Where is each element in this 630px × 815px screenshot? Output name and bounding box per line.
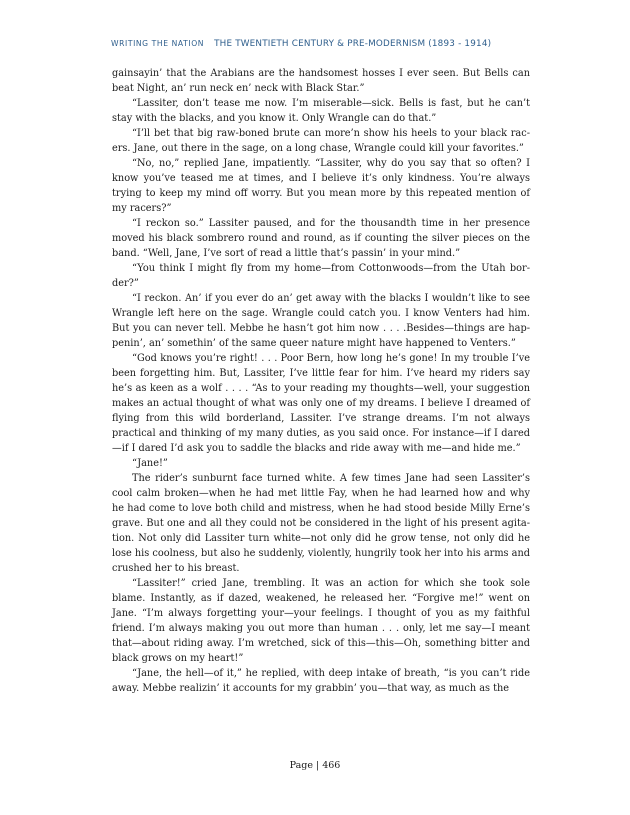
paragraph: “Lassiter!” cried Jane, trembling. It was an action for which she took sole blame. Instantly, as if dazed, weakened, he released her. “Forgive me!” went on Jane. “I’m always forgetting your—your feelings. I thought of you as my faithful friend. I’m always making you out more than human . . . only, let me say—I meant that—about riding away. I’m wretched, sick of this—this—Oh, something bitter and black grows on my heart!” — [112, 578, 530, 664]
paragraph: “Lassiter, don’t tease me now. I’m miserable—sick. Bells is fast, but he can’t stay with the blacks, and you know it. Only Wrangle can do that.” — [112, 98, 530, 124]
paragraph: “I reckon so.” Lassiter paused, and for the thousandth time in her presence moved his black sombrero round and round, as if counting the silver pieces on the band. “Well, Jane, I’ve sort of read a little that’s passin’ in your mind.” — [112, 218, 530, 259]
paragraph: “No, no,” replied Jane, impatiently. “Lassiter, why do you say that so often? I know you’ve teased me at times, and I believe it’s only kindness. You’re always trying to keep my mind off worry. But you mean more by this repeated mention of my racers?” — [112, 158, 530, 214]
header-section: WRITING THE NATION — [111, 39, 205, 48]
paragraph: The rider’s sunburnt face turned white. A few times Jane had seen Lassiter’s cool calm broken—when he had met little Fay, when he had learned how and why he had come to love both child and mistress, when he had stood beside Milly Erne’s grave. But one and all they could not be considered in the light of his present agitation. Not only did Lassiter turn white—not only did he grow tense, not only did he lose his coolness, but also he suddenly, violently, hungrily took her into his arms and crushed her to his breast. — [112, 473, 530, 574]
header-title: THE TWENTIETH CENTURY & PRE-MODERNISM (1893 - 1914) — [214, 39, 492, 49]
paragraph: “Jane, the hell—of it,” he replied, with deep intake of breath, “is you can’t ride away. Mebbe realizin’ it accounts for my grabbin’ you—that way, as much as the — [112, 668, 530, 694]
paragraph: “You think I might fly from my home—from Cottonwoods—from the Utah border?” — [112, 263, 530, 289]
body-text — [112, 66, 530, 696]
running-header — [111, 39, 531, 49]
paragraph: “I’ll bet that big raw-boned brute can more’n show his heels to your black racers. Jane, out there in the sage, on a long chase, Wrangle could kill your favorites.” — [112, 128, 530, 154]
paragraph: “Jane!” — [132, 458, 168, 469]
paragraph: “God knows you’re right! . . . Poor Bern, how long he’s gone! In my trouble I’ve been forgetting him. But, Lassiter, I’ve little fear for him. I’ve heard my riders say he’s as keen as a wolf . . . . “As to your reading my thoughts—well, your suggestion makes an actual thought of what was only one of my dreams. I believe I dreamed of flying from this wild borderland, Lassiter. I’ve strange dreams. I’m not always practical and thinking of my many duties, as you said once. For instance—if I dared—if I dared I’d ask you to saddle the blacks and ride away with me—and hide me.” — [112, 353, 530, 454]
paragraph: gainsayin’ that the Arabians are the handsomest hosses I ever seen. But Bells can beat Night, an’ run neck en’ neck with Black Star.” — [112, 68, 530, 94]
page-number: Page | 466 — [289, 760, 341, 771]
paragraph: “I reckon. An’ if you ever do an’ get away with the blacks I wouldn’t like to see Wrangle left here on the sage. Wrangle could catch you. I know Venters had him. But you can never tell. Mebbe he hasn’t got him now . . . .Besides—things are happenin’, an’ somethin’ of the same queer nature might have happened to Venters.” — [112, 293, 530, 349]
